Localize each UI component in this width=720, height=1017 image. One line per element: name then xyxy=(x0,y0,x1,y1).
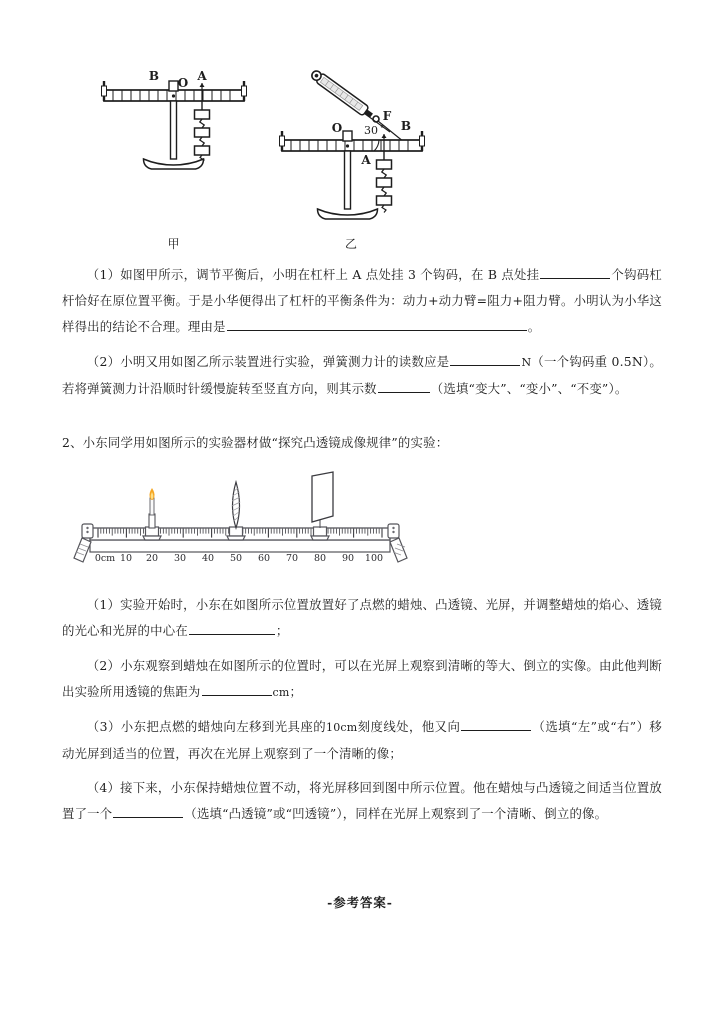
q1-part1-blank-1[interactable] xyxy=(540,265,610,279)
q2-part1-text-a: （1）实验开始时，小东在如图所示位置放置好了点燃的蜡烛、凸透镜、光屏，并调整蜡烛的焰心、透镜的光心和光屏的中心在 xyxy=(62,597,662,638)
fulcrum-block-left xyxy=(169,81,178,91)
q2-part2-blank[interactable] xyxy=(202,682,272,696)
lever-label-O-right: O xyxy=(331,121,343,135)
fulcrum-block-right xyxy=(343,131,352,141)
q1-part2-text-c: （选填“变大”、“变小”、“不变”）。 xyxy=(430,381,628,396)
q2-part4-blank[interactable] xyxy=(113,804,183,818)
lever-label-B-left: B xyxy=(148,69,160,83)
q2-part1-blank[interactable] xyxy=(189,621,275,635)
q1-part2-blank-2[interactable] xyxy=(378,379,430,393)
figure-caption-jia: 甲 xyxy=(167,237,180,251)
q2-part3-text-c: （选填“左”或“右”）移动光屏到适当的位置，再次在光屏上观察到了一个清晰的像； xyxy=(62,719,662,761)
q1-part1-blank-2[interactable] xyxy=(227,317,527,331)
reference-answers-label: -参考答案- xyxy=(327,895,393,910)
figure-optical-bench xyxy=(68,468,420,576)
ruler-label-100: 100 xyxy=(364,553,384,564)
ruler-label-50: 50 xyxy=(229,553,243,564)
convex-lens xyxy=(227,482,245,540)
q2-part2-text-b: ； xyxy=(289,684,303,699)
lever-diagram-jia xyxy=(102,69,247,251)
q2-part2-text-a: （2）小东观察到蜡烛在如图所示的位置时，可以在光屏上观察到清晰的等大、倒立的实像。由此他判断出实验所用透镜的焦距为 xyxy=(62,658,662,699)
figure-caption-yi: 乙 xyxy=(344,237,358,251)
angle-degree-symbol: ° xyxy=(380,124,384,133)
q1-part2-unit-newton: N xyxy=(521,356,532,369)
q2-part1-paragraph xyxy=(62,592,662,644)
q2-part3-paragraph xyxy=(62,714,662,767)
ruler-label-0: 0cm xyxy=(94,553,116,564)
spring-scale xyxy=(310,68,404,142)
ruler-label-10: 10 xyxy=(119,553,133,564)
ruler-label-60: 60 xyxy=(257,553,271,564)
lever-label-A-left: A xyxy=(197,69,207,83)
bench-ruler-labels xyxy=(95,553,383,564)
q1-part2-paragraph xyxy=(62,349,662,402)
q2-part4-paragraph xyxy=(62,775,662,827)
q2-part3-position-value: 10cm xyxy=(326,721,358,734)
q2-part4-text-a: （4）接下来，小东保持蜡烛位置不动，将光屏移回到图中所示位置。他在蜡烛与凸透镜之间适当位置放置了一个 xyxy=(62,780,662,821)
q1-part1-text-a: （1）如图甲所示，调节平衡后，小明在杠杆上 A 点处挂 3 个钩码，在 B 点处挂 xyxy=(86,267,540,282)
candle-object xyxy=(143,488,161,540)
lever-diagram-yi xyxy=(280,68,425,251)
angle-value-label: 30 xyxy=(364,124,378,137)
ruler-label-80: 80 xyxy=(313,553,327,564)
ruler-label-20: 20 xyxy=(145,553,159,564)
figure-lever-apparatus xyxy=(86,62,458,258)
q1-part1-paragraph xyxy=(62,262,662,340)
q2-part3-text-b: 刻度线处，他又向 xyxy=(357,719,461,734)
q2-stem: 2、小东同学用如图所示的实验器材做“探究凸透镜成像规律”的实验： xyxy=(62,435,449,450)
lever-label-B-right: B xyxy=(400,119,412,133)
q2-part2-paragraph xyxy=(62,653,662,706)
q1-part1-text-c: 。 xyxy=(527,319,541,334)
q1-part2-text-a: （2）小明又用如图乙所示装置进行实验，弹簧测力计的读数应是 xyxy=(86,354,450,369)
q2-part2-unit-cm: cm xyxy=(272,686,290,699)
lever-label-O-left: O xyxy=(177,76,189,90)
q2-part3-blank[interactable] xyxy=(461,717,531,731)
lever-label-F-right: F xyxy=(382,109,392,123)
q2-part3-text-a: （3）小东把点燃的蜡烛向左移到光具座的 xyxy=(86,719,327,734)
lever-label-A-right: A xyxy=(361,153,371,167)
ruler-label-70: 70 xyxy=(285,553,299,564)
bench-left-foot xyxy=(74,524,93,562)
q1-part1-text-b: 个钩码杠杆恰好在原位置平衡。于是小华便得出了杠杆的平衡条件为：动力+动力臂=阻力+阻力臂。小明认为小华这样得出的结论不合理。理由是 xyxy=(62,267,662,334)
ruler-label-30: 30 xyxy=(173,553,187,564)
q2-part1-text-b: ； xyxy=(275,623,289,638)
bench-right-foot xyxy=(388,524,407,562)
q2-part4-text-b: （选填“凸透镜”或“凹透镜”），同样在光屏上观察到了一个清晰、倒立的像。 xyxy=(184,806,608,821)
ruler-label-90: 90 xyxy=(341,553,355,564)
q1-part2-blank-1[interactable] xyxy=(450,352,520,366)
q1-part2-text-b: （一个钩码重 0.5N）。若将弹簧测力计沿顺时针缓慢旋转至竖直方向，则其示数 xyxy=(62,354,662,396)
ruler-label-40: 40 xyxy=(201,553,215,564)
